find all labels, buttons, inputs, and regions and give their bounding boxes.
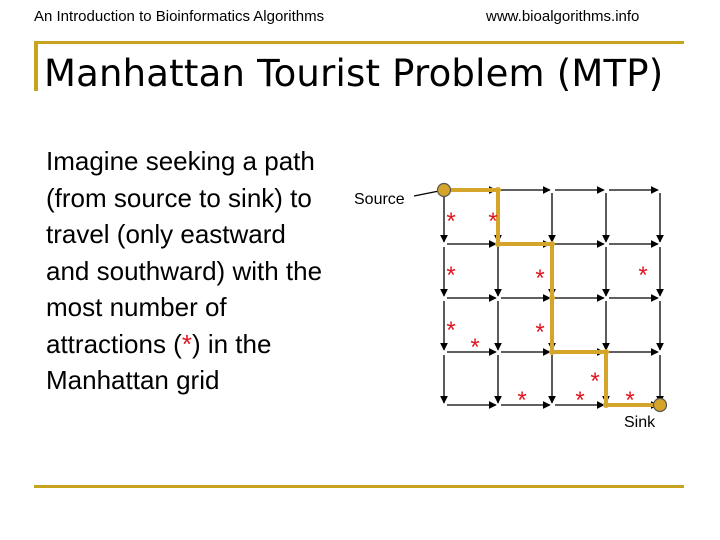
attraction-stars — [446, 208, 647, 414]
attraction-star: * — [535, 265, 545, 292]
attraction-star: * — [488, 208, 498, 235]
body-attraction-star: * — [181, 328, 192, 359]
attraction-star: * — [446, 208, 456, 235]
attraction-star: * — [446, 317, 456, 344]
footer-rule — [34, 485, 684, 488]
path-node — [495, 241, 501, 247]
attraction-star: * — [575, 387, 585, 414]
header-course-title: An Introduction to Bioinformatics Algorithms — [34, 8, 325, 25]
attraction-star: * — [535, 319, 545, 346]
attraction-star: * — [517, 387, 527, 414]
source-node — [438, 184, 451, 197]
path-node — [495, 187, 501, 193]
body-text-end: ) in the Manhattan grid — [46, 328, 272, 395]
attraction-star: * — [590, 368, 600, 395]
path-node — [549, 349, 555, 355]
slide-title: Manhattan Tourist Problem (MTP) — [44, 52, 664, 95]
attraction-star: * — [638, 262, 648, 289]
path-node — [549, 241, 555, 247]
attraction-star: * — [625, 387, 635, 414]
attraction-star: * — [470, 334, 480, 361]
body-text-start: Imagine seeking a path (from source to sink) to travel (only eastward and southward) with the most number of attractions ( — [46, 146, 323, 359]
sink-node — [654, 399, 667, 412]
attraction-star: * — [446, 262, 456, 289]
header-website: www.bioalgorithms.info — [486, 8, 640, 25]
path-node — [603, 402, 609, 408]
path-node — [549, 295, 555, 301]
sink-label: Sink — [624, 414, 656, 431]
path-node — [603, 349, 609, 355]
source-label: Source — [354, 191, 405, 208]
